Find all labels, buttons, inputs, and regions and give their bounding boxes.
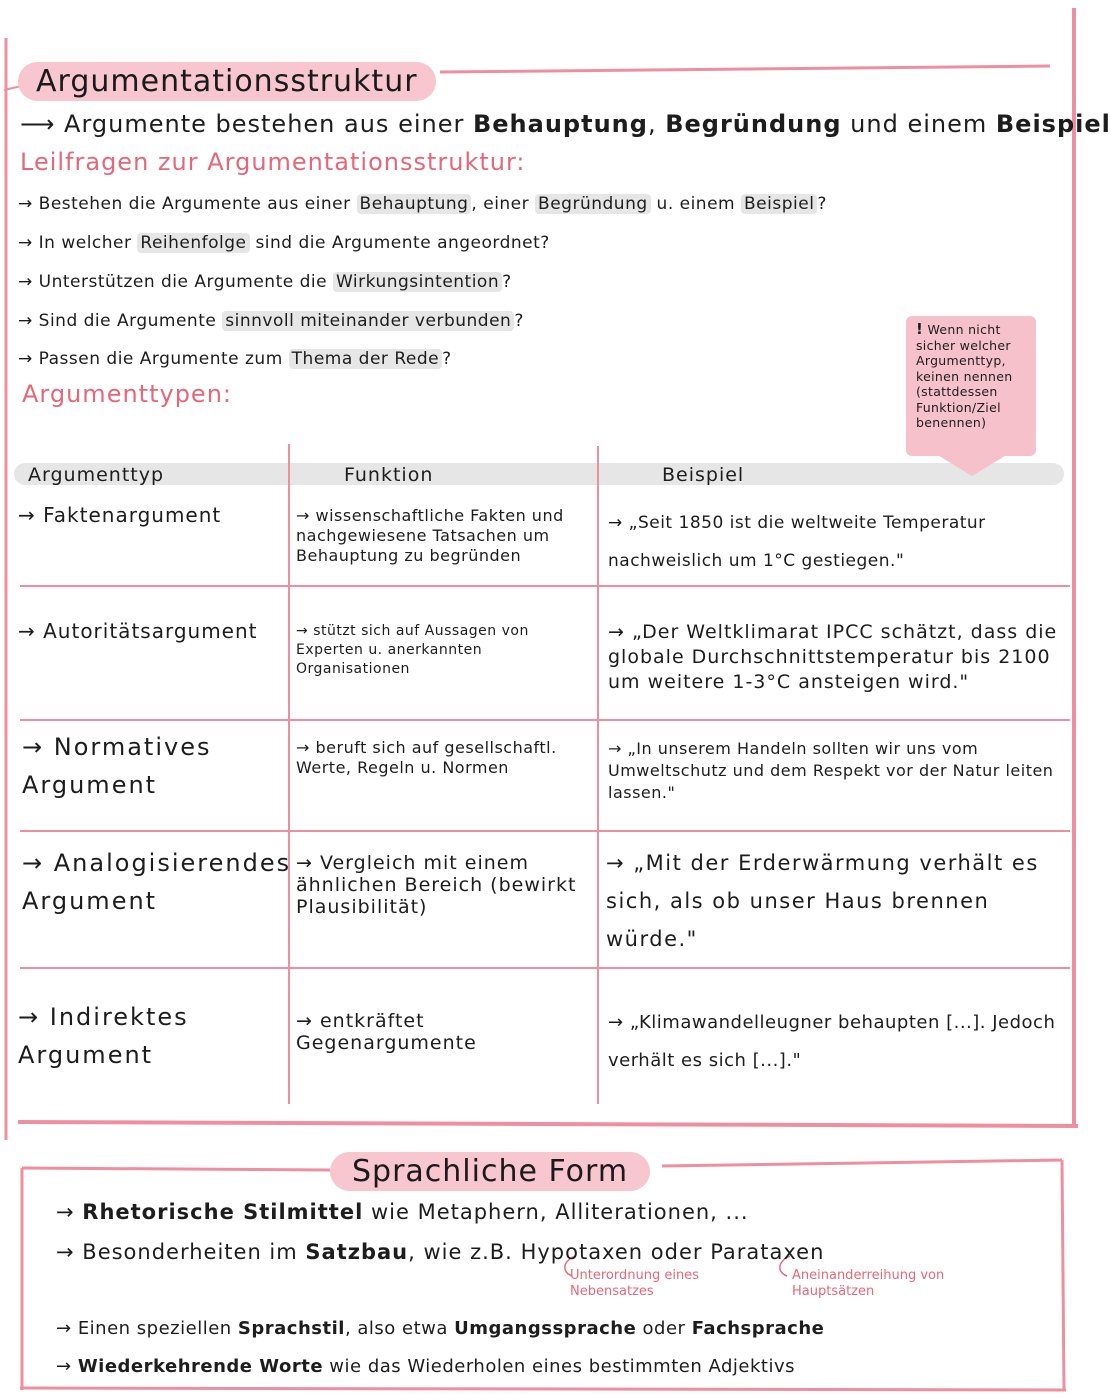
function-normatives-argument: → beruft sich auf gesellschaftl. Werte, Regeln u. Normen xyxy=(296,738,596,778)
question-5: → Passen die Argumente zum Thema der Rede ? xyxy=(18,349,452,369)
intro-line: ⟶ Argumente bestehen aus einer Behauptung, Begründung und einem Beispiel xyxy=(20,110,1111,138)
type-faktenargument: → Faktenargument xyxy=(18,496,221,534)
header-funktion: Funktion xyxy=(344,464,434,486)
example-analogisierendes-argument: → „Mit der Erderwärmung verhält es sich, als ob unser Haus brennen würde." xyxy=(606,844,1066,958)
section-title-sprachliche-form: Sprachliche Form xyxy=(330,1152,650,1191)
example-faktenargument: → „Seit 1850 ist die weltweite Temperatur nachweislich um 1°C gestiegen." xyxy=(608,504,1053,580)
function-faktenargument: → wissenschaftliche Fakten und nachgewiesene Tatsachen um Behauptung zu begründen xyxy=(296,506,596,566)
hint-note: ! Wenn nicht sicher welcher Argumenttyp, keinen nennen (stattdessen Funktion/Ziel benennen) xyxy=(906,316,1036,456)
example-autoritaetsargument: → „Der Weltklimarat IPCC schätzt, dass die globale Durchschnittstemperatur bis 2100 um weitere 1-3°C ansteigen wird." xyxy=(608,620,1063,695)
leitfragen-heading: Leilfragen zur Argumentationsstruktur: xyxy=(20,148,526,176)
exclamation-icon: ! xyxy=(916,320,924,338)
form-line-1: → Rhetorische Stilmittel wie Metaphern, Alliterationen, ... xyxy=(56,1200,749,1224)
question-3: → Unterstützen die Argumente die Wirkungsintention ? xyxy=(18,272,512,292)
question-4: → Sind die Argumente sinnvoll miteinander verbunden ? xyxy=(18,311,524,331)
example-indirektes-argument: → „Klimawandelleugner behaupten [...]. Jedoch verhält es sich [...]." xyxy=(608,1004,1063,1080)
hint-note-tail xyxy=(936,454,1008,476)
function-autoritaetsargument: → stützt sich auf Aussagen von Experten u. anerkannten Organisationen xyxy=(296,622,596,679)
header-beispiel: Beispiel xyxy=(662,464,745,486)
example-normatives-argument: → „In unserem Handeln sollten wir uns vom Umweltschutz und dem Respekt vor der Natur leiten lassen." xyxy=(608,738,1068,804)
type-normatives-argument: → Normatives Argument xyxy=(22,728,262,804)
header-argumenttyp: Argumenttyp xyxy=(28,464,165,486)
form-line-2: → Besonderheiten im Satzbau, wie z.B. Hypotaxen oder Parataxen xyxy=(56,1240,824,1264)
type-autoritaetsargument: → Autoritätsargument xyxy=(18,612,258,650)
section-title-argumentationsstruktur: Argumentationsstruktur xyxy=(18,62,436,101)
function-analogisierendes-argument: → Vergleich mit einem ähnlichen Bereich (bewirkt Plausibilität) xyxy=(296,852,596,918)
sub-parataxen: Aneinanderreihung von Hauptsätzen xyxy=(792,1268,945,1299)
form-line-4: → Wiederkehrende Worte wie das Wiederholen eines bestimmten Adjektivs xyxy=(56,1356,795,1377)
question-2: → In welcher Reihenfolge sind die Argumente angeordnet? xyxy=(18,233,550,253)
type-analogisierendes-argument: → Analogisierendes Argument xyxy=(22,844,287,920)
form-line-3: → Einen speziellen Sprachstil, also etwa Umgangssprache oder Fachsprache xyxy=(56,1318,824,1339)
argumenttypen-heading: Argumenttypen: xyxy=(22,380,232,408)
sub-hypotaxen: Unterordnung eines Nebensatzes xyxy=(570,1268,699,1299)
type-indirektes-argument: → Indirektes Argument xyxy=(18,998,258,1074)
arrow-icon: ⟶ xyxy=(20,110,56,138)
question-1: → Bestehen die Argumente aus einer Behauptung , einer Begründung u. einem Beispiel ? xyxy=(18,194,827,214)
function-indirektes-argument: → entkräftet Gegenargumente xyxy=(296,1010,601,1054)
